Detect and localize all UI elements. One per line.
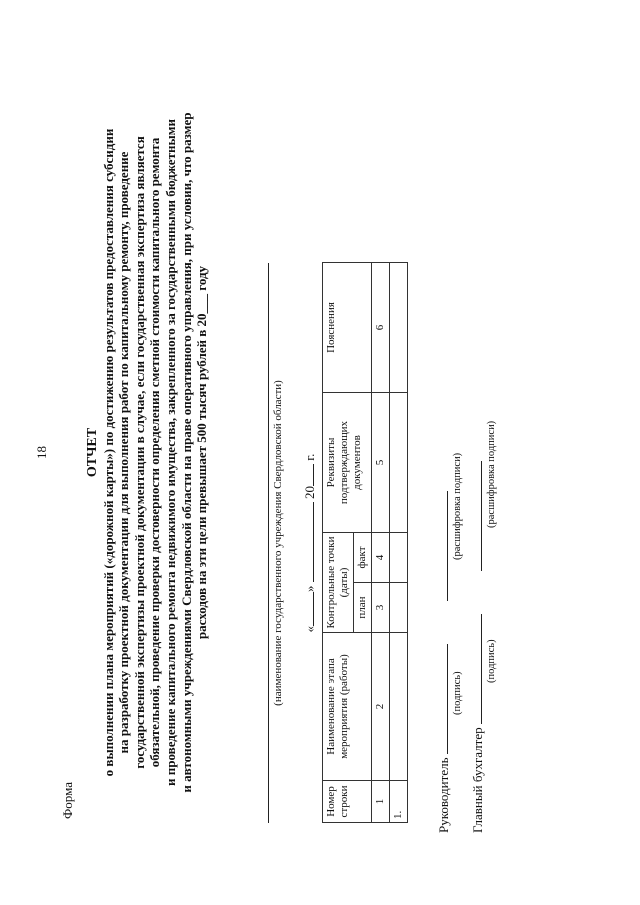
title-line: и автономными учреждениями Свердловской области на праве оперативного управления, при условии, что размер	[178, 112, 194, 793]
accountant-label: Главный бухгалтер	[470, 727, 485, 833]
director-transcript-line[interactable]	[434, 491, 448, 601]
fact-cell[interactable]	[390, 533, 408, 583]
accountant-signature	[468, 461, 486, 833]
accountant-signature-line[interactable]	[468, 614, 482, 724]
org-name-caption: (наименование государственного учреждения Свердловской области)	[272, 380, 284, 706]
column-number: 5	[372, 393, 390, 533]
report-title	[85, 80, 210, 825]
column-number: 3	[372, 583, 390, 633]
date-year-suffix: г.	[302, 453, 317, 461]
header-requisites: Реквизиты подтверждающих документов	[323, 393, 372, 533]
header-row-number: Номер строки	[323, 781, 372, 823]
title-line: обязательной, проведение проверки достоверности определения сметной стоимости капитального ремонта	[147, 137, 163, 768]
accountant-transcript-caption: (расшифровка подписи)	[486, 420, 497, 528]
column-number: 4	[372, 533, 390, 583]
report-table	[322, 262, 408, 823]
director-signature-caption: (подпись)	[452, 671, 463, 715]
title-line: и проведение капитального ремонта недвижимого имущества, закрепленного за государственными бюджетными	[162, 119, 178, 786]
report-heading: ОТЧЕТ	[85, 427, 100, 478]
org-name-line[interactable]	[268, 263, 269, 823]
table-header-row	[323, 263, 354, 823]
date-day-blank[interactable]	[300, 592, 314, 626]
plan-cell[interactable]	[390, 583, 408, 633]
header-notes: Пояснения	[323, 263, 372, 393]
table-row	[390, 263, 408, 823]
report-date	[300, 263, 318, 823]
header-control-points: Контрольные точки (даты)	[323, 533, 354, 633]
notes-cell[interactable]	[390, 263, 408, 393]
row-number-cell: 1.	[390, 781, 408, 823]
header-plan: план	[354, 583, 372, 633]
title-line: о выполнении плана мероприятий («дорожной карты») по достижению результатов предоставления субсидии	[100, 128, 116, 777]
date-close-quote: »	[302, 585, 317, 592]
title-line: государственной экспертизы проектной документации в случае, если государственная экспертиза является	[131, 136, 147, 769]
accountant-transcript-line[interactable]	[468, 461, 482, 571]
stage-name-cell[interactable]	[390, 633, 408, 781]
date-open-quote: «	[302, 625, 317, 633]
accountant-signature-caption: (подпись)	[486, 639, 497, 683]
column-number: 1	[372, 781, 390, 823]
director-label: Руководитель	[436, 757, 451, 833]
date-year-blank[interactable]	[300, 464, 314, 486]
header-fact: факт	[354, 533, 372, 583]
page-number: 18	[34, 446, 49, 459]
date-month-blank[interactable]	[300, 502, 314, 582]
title-line: на разработку проектной документации для выполнения работ по капитальному ремонту, проведение	[116, 151, 132, 754]
form-label: Форма	[60, 782, 75, 819]
header-stage-name: Наименование этапа мероприятия (работы)	[323, 633, 372, 781]
requisites-cell[interactable]	[390, 393, 408, 533]
table-numbering-row	[372, 263, 390, 823]
director-signature-line[interactable]	[434, 644, 448, 754]
column-number: 2	[372, 633, 390, 781]
date-year-prefix: 20	[302, 485, 317, 499]
column-number: 6	[372, 263, 390, 393]
title-line: расходов на эти цели превышает 500 тысяч рублей в 20___ году	[194, 265, 210, 640]
director-transcript-caption: (расшифровка подписи)	[452, 452, 463, 560]
director-signature	[434, 491, 452, 833]
